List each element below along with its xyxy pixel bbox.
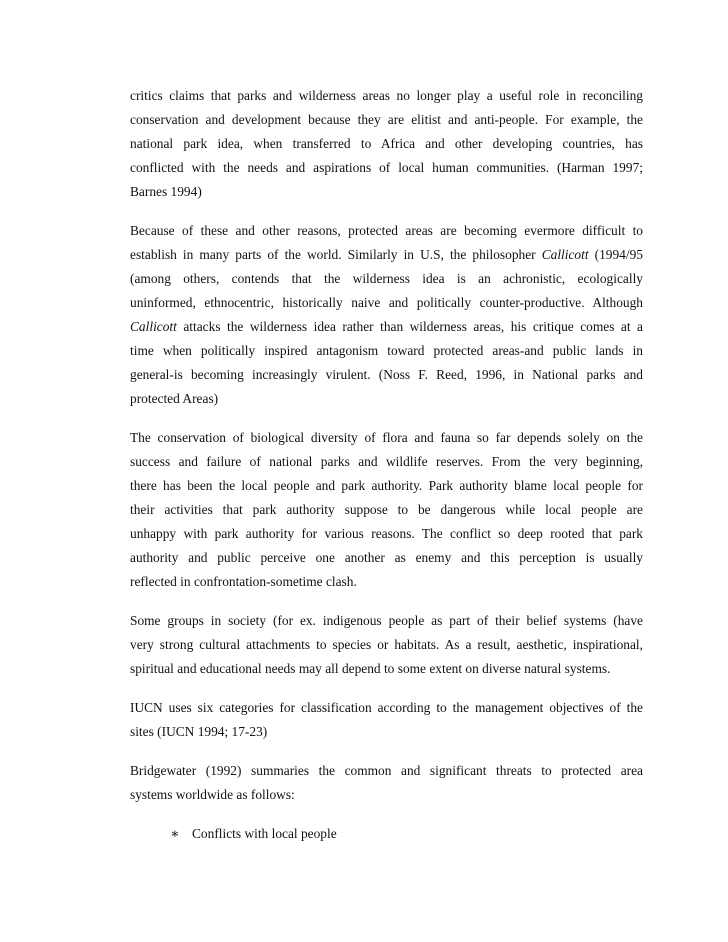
text-run: establish in many parts of the world. Similarly in U.S, the philosopher (130, 247, 542, 262)
text-line (130, 546, 643, 570)
paragraphs (130, 84, 643, 807)
text-run: systems worldwide as follows: (130, 787, 295, 802)
text-run: Because of these and other reasons, protected areas are becoming evermore difficult to (130, 223, 643, 238)
text-run: (1994/95 (588, 247, 643, 262)
text-line (130, 387, 643, 411)
text-line (130, 498, 643, 522)
text-run: conflicted with the needs and aspirations of local human communities. (Harman 1997; (130, 160, 643, 175)
text-line (130, 696, 643, 720)
text-run: national park idea, when transferred to Africa and other developing countries, has (130, 136, 643, 151)
text-line (130, 426, 643, 450)
text-line (130, 267, 643, 291)
text-run: spiritual and educational needs may all depend to some extent on diverse natural systems. (130, 661, 611, 676)
text-line (130, 180, 643, 204)
text-run: sites (IUCN 1994; 17-23) (130, 724, 268, 739)
text-run: authority and public perceive one another as enemy and this perception is usually (130, 550, 643, 565)
text-run: reflected in confrontation-sometime clash. (130, 574, 357, 589)
list-item-text: Conflicts with local people (192, 826, 337, 841)
text-line (130, 363, 643, 387)
text-run: very strong cultural attachments to species or habitats. As a result, aesthetic, inspirational, (130, 637, 643, 652)
text-line (130, 450, 643, 474)
text-line (130, 315, 643, 339)
italic-text: Callicott (541, 247, 589, 262)
text-run: uninformed, ethnocentric, historically naive and politically counter-productive. Although (130, 295, 643, 310)
text-run: (among others, contends that the wilderness idea is an achronistic, ecologically (130, 271, 643, 286)
text-line (130, 219, 643, 243)
text-line (130, 108, 643, 132)
text-line (130, 633, 643, 657)
paragraph (130, 696, 643, 744)
text-line (130, 522, 643, 546)
text-line (130, 570, 643, 594)
text-line (130, 132, 643, 156)
list-item (130, 822, 643, 847)
paragraph (130, 759, 643, 807)
paragraph (130, 426, 643, 594)
text-run: Barnes 1994) (130, 184, 202, 199)
text-run: Some groups in society (for ex. indigenous people as part of their belief systems (have (130, 613, 643, 628)
paragraph (130, 609, 643, 681)
text-run: The conservation of biological diversity of flora and fauna so far depends solely on the (130, 430, 643, 445)
text-line (130, 339, 643, 363)
document-body (130, 84, 643, 847)
text-run: time when politically inspired antagonism toward protected areas-and public lands in (130, 343, 643, 358)
paragraph (130, 219, 643, 411)
text-run: unhappy with park authority for various reasons. The conflict so deep rooted that park (130, 526, 643, 541)
text-run: there has been the local people and park authority. Park authority blame local people for (130, 478, 643, 493)
text-run: Bridgewater (1992) summaries the common and significant threats to protected area (130, 763, 643, 778)
text-run: IUCN uses six categories for classification according to the management objectives of the (130, 700, 643, 715)
text-line (130, 759, 643, 783)
italic-text: Callicott (130, 319, 177, 334)
text-run: critics claims that parks and wilderness areas no longer play a useful role in reconciling (130, 88, 643, 103)
text-run: success and failure of national parks and wildlife reserves. From the very beginning, (130, 454, 643, 469)
text-line (130, 291, 643, 315)
text-run: general-is becoming increasingly virulent. (Noss F. Reed, 1996, in National parks and (130, 367, 643, 382)
text-line (130, 156, 643, 180)
text-line (130, 609, 643, 633)
text-run: conservation and development because they are elitist and anti-people. For example, the (130, 112, 643, 127)
text-line (130, 243, 643, 267)
asterisk-bullet-icon: ∗ (170, 827, 180, 842)
text-line (130, 783, 643, 807)
text-run: protected Areas) (130, 391, 219, 406)
paragraph (130, 84, 643, 204)
text-line (130, 474, 643, 498)
text-run: attacks the wilderness idea rather than wilderness areas, his critique comes at a (176, 319, 643, 334)
text-line (130, 84, 643, 108)
text-line (130, 720, 643, 744)
bullet-list (130, 822, 643, 847)
text-run: their activities that park authority suppose to be dangerous while local people are (130, 502, 643, 517)
text-line (130, 657, 643, 681)
